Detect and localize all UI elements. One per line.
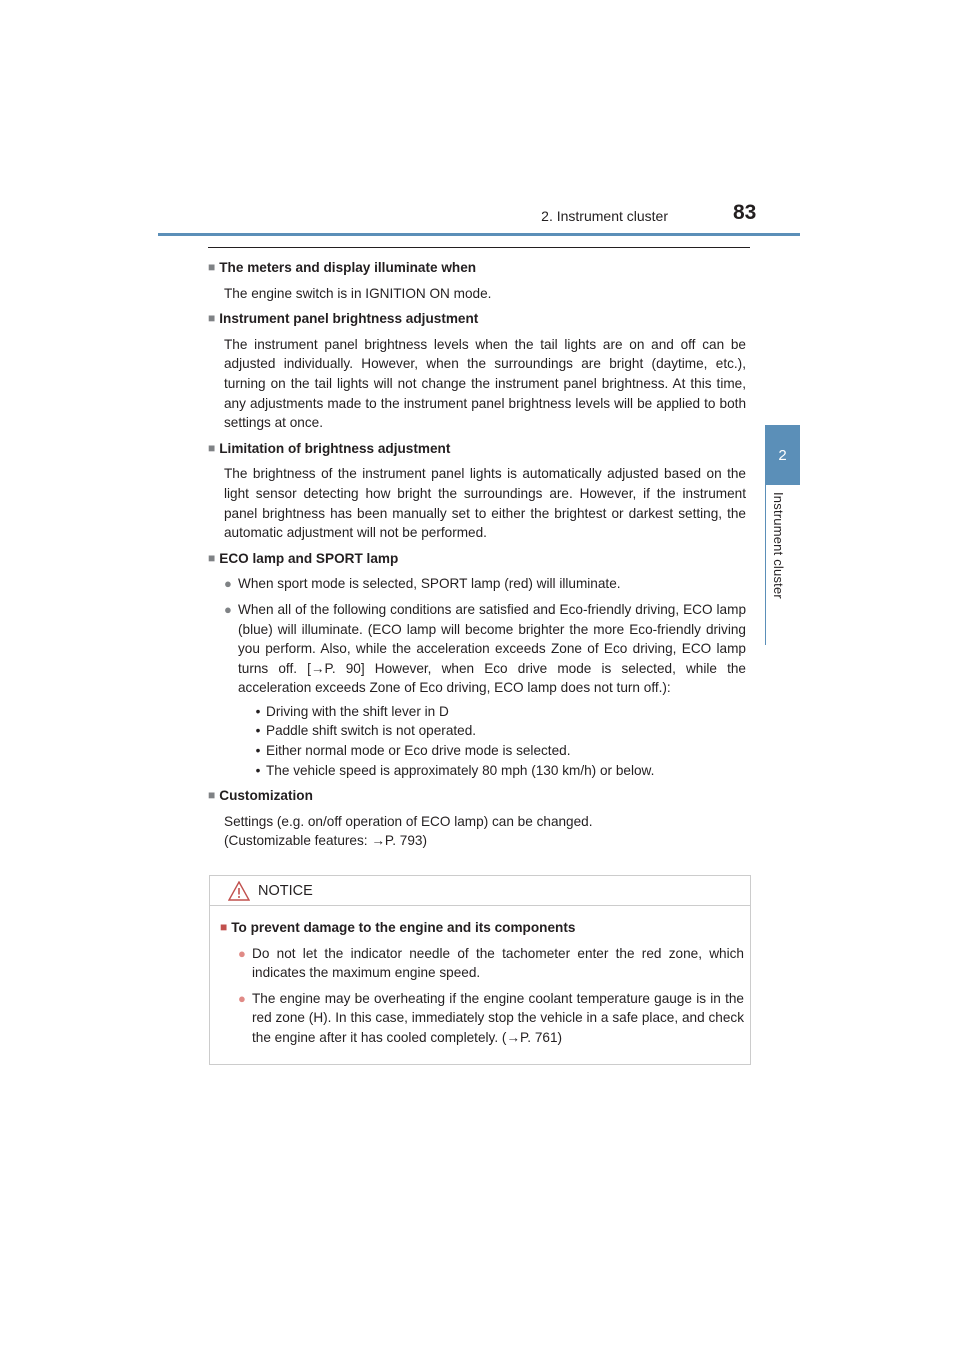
section-heading: Limitation of brightness adjustment [219,440,451,456]
page-number: 83 [733,201,757,224]
section-title: 2. Instrument cluster [541,208,668,224]
notice-subtitle: To prevent damage to the engine and its components [231,920,576,935]
section-heading: The meters and display illuminate when [219,260,477,275]
content-divider [208,247,750,248]
black-square-icon: ■ [220,920,228,934]
page-reference-link[interactable]: (Customizable features: →P. 793) [224,833,427,849]
bullet-dot-icon: ● [224,601,232,617]
section-customization [208,786,746,851]
condition-list [208,702,746,780]
bullet-dot-icon: ● [238,990,246,1006]
list-item: ● When all of the following conditions are satisfied and Eco-friendly driving, ECO lamp (blue) will illuminate. (ECO lamp will become brighter the more Eco-friendly driving you perform. Also, while the acceleration exceeds Zone of Eco driving, ECO lamp turns off. [→P. 90] However, when Eco drive mode is selected, while the acceleration exceeds Zone of Eco driving, ECO lamp does not turn off.): [208,600,746,698]
notice-item: ● Do not let the indicator needle of the tachometer enter the red zone, which indicates the maximum engine speed. [220,944,744,983]
section-text: The brightness of the instrument panel lights is automatically adjusted based on the light sensor detecting how bright the surroundings are. However, if the instrument panel brightness has been manually set to either the brightest or darkest setting, the automatic adjustment will not be performed. [224,466,746,541]
warning-triangle-icon [228,881,250,901]
black-square-icon: ■ [208,550,216,565]
header-divider [158,233,800,236]
condition-item: • Either normal mode or Eco drive mode is selected. [255,743,571,759]
condition-item: • The vehicle speed is approximately 80 mph (130 km/h) or below. [255,762,655,778]
black-square-icon: ■ [208,311,216,326]
notice-body [210,906,750,1048]
bullet-dot-icon: ● [224,576,232,592]
section-eco-sport-lamp [208,549,746,781]
chapter-tab-label: Instrument cluster [771,492,786,599]
list-item: ● When sport mode is selected, SPORT lamp (red) will illuminate. [208,574,746,594]
notice-item: ● The engine may be overheating if the engine coolant temperature gauge is in the red zone (H). In this case, immediately stop the vehicle in a safe place, and check the engine after it has cooled completely. (→P. 761) [220,989,744,1048]
notice-header [210,876,750,906]
black-square-icon: ■ [208,788,216,803]
chapter-tab-number[interactable]: 2 [765,425,800,485]
notice-title: NOTICE [258,882,313,899]
condition-item: • Driving with the shift lever in D [255,703,449,719]
section-heading: Customization [219,788,313,804]
section-brightness-adjustment [208,309,746,433]
main-content [208,258,746,857]
section-text: The instrument panel brightness levels when the tail lights are on and off can be adjusted individually. However, when the surroundings are bright (daytime, etc.), turning on the tail lights will not change the instrument panel brightness. At this time, any adjustments made to the instrument panel brightness levels will be applied to both settings at once. [224,336,746,431]
condition-item: • Paddle shift switch is not operated. [255,723,477,739]
section-brightness-limitation [208,439,746,543]
section-heading: ECO lamp and SPORT lamp [219,550,399,566]
section-text: Settings (e.g. on/off operation of ECO lamp) can be changed. [224,813,593,829]
section-illuminate [208,258,746,303]
section-text: The engine switch is in IGNITION ON mode. [224,285,492,301]
bullet-dot-icon: ● [238,945,246,961]
notice-box [209,875,751,1065]
section-heading: Instrument panel brightness adjustment [219,311,479,327]
black-square-icon: ■ [208,440,216,455]
black-square-icon: ■ [208,260,216,274]
